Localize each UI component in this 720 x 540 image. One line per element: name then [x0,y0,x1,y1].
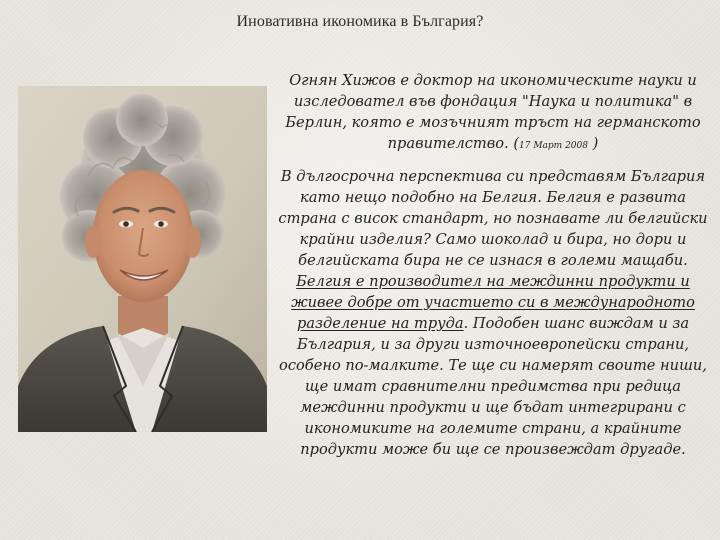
slide-title: Иновативна икономика в България? [236,13,484,30]
quote-underlined: Белгия е производител на междинни продукти и живее добре от участието си в международното разделение на труда [291,273,695,332]
portrait-photo [18,86,267,432]
paren-close: ) [588,135,599,152]
date-label: 17 Март 2008 [519,141,588,151]
quote-part-2: . Подобен шанс виждам и за България, и за други източноевропейски страни, особено по-малките. Те ще си намерят своите ниши, ще имат сравнителни предимства при редица междинни продукти и ще бъдат интегрирани с икономиките на големите страни, а крайните продукти може би ще се произвеждат другаде. [279,315,707,458]
quote-part-1: В дългосрочна перспектива си представям България като нещо подобно на Белгия. Белгия е развита страна с висок стандарт, но познавате ли белгийски крайни изделия? Само шоколад и бира, но дори и белгийската бира не се изнася в големи мащаби. [278,168,708,269]
paren-open: ( [508,135,520,152]
interview-quote [278,166,708,460]
intro-text: Огнян Хижов е доктор на икономическите науки и изследовател във фондация "Наука и политика" в Берлин, която е мозъчният тръст на германското правителство. [285,72,701,152]
article-text [278,70,708,460]
author-intro [278,70,708,157]
